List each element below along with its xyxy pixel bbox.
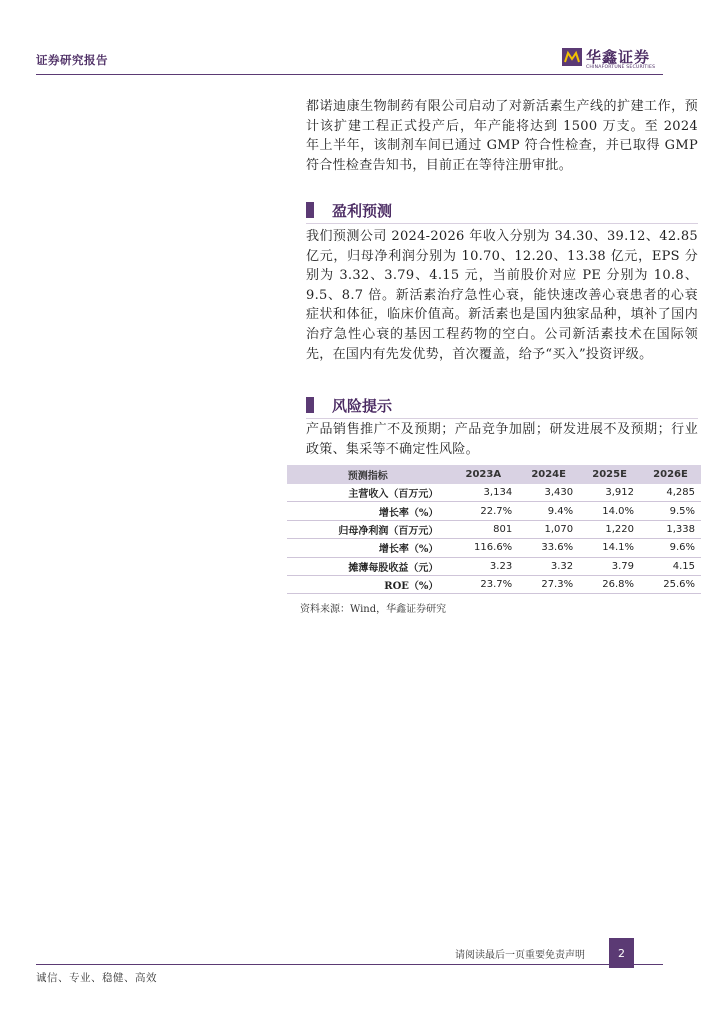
profit-forecast-section	[306, 227, 698, 364]
intro-paragraph: 都诺迪康生物制药有限公司启动了对新活素生产线的扩建工作，预计该扩建工程正式投产后，年产能将达到 1500 万支。至 2024 年上半年，该制剂车间已通过 GMP 符合性检查，并已取得 GMP 符合性检查告知书，目前正在等待注册审批。	[306, 99, 698, 173]
table-cell: 27.3%	[518, 575, 579, 593]
table-cell: 4.15	[640, 557, 701, 575]
table-cell: 9.6%	[640, 539, 701, 557]
table-cell: 1,220	[579, 520, 640, 538]
table-row	[287, 539, 701, 557]
table-cell: 14.1%	[579, 539, 640, 557]
table-row	[287, 502, 701, 520]
row-label: ROE（%）	[287, 575, 448, 593]
table-cell: 26.8%	[579, 575, 640, 593]
section-marker	[306, 397, 314, 413]
brand-name: 华鑫证券	[586, 48, 651, 66]
table-row	[287, 557, 701, 575]
table-cell: 9.5%	[640, 502, 701, 520]
section-title: 风险提示	[332, 397, 393, 415]
table-cell: 1,338	[640, 520, 701, 538]
footer-motto: 诚信、专业、稳健、高效	[36, 972, 157, 984]
page-number: 2	[609, 938, 634, 968]
table-cell: 3.23	[448, 557, 518, 575]
intro-section	[306, 97, 698, 175]
disclaimer-link: 请阅读最后一页重要免责声明	[455, 950, 585, 961]
column-header: 2026E	[640, 465, 701, 484]
table-cell: 116.6%	[448, 539, 518, 557]
table-cell: 25.6%	[640, 575, 701, 593]
brand-mark-icon	[562, 48, 582, 66]
table-row	[287, 484, 701, 502]
section-divider	[306, 223, 698, 224]
table-cell: 3,134	[448, 484, 518, 502]
footer-divider	[36, 964, 663, 965]
table-cell: 801	[448, 520, 518, 538]
column-header: 2024E	[518, 465, 579, 484]
header-divider	[36, 74, 663, 75]
table-cell: 33.6%	[518, 539, 579, 557]
risk-body: 产品销售推广不及预期；产品竞争加剧；研发进展不及预期；行业政策、集采等不确定性风险。	[306, 422, 698, 457]
row-label: 摊薄每股收益（元）	[287, 557, 448, 575]
table-cell: 4,285	[640, 484, 701, 502]
table-cell: 1,070	[518, 520, 579, 538]
table-cell: 9.4%	[518, 502, 579, 520]
table-header-row	[287, 465, 701, 484]
row-label: 主营收入（百万元）	[287, 484, 448, 502]
table-row	[287, 575, 701, 593]
row-label: 增长率（%）	[287, 539, 448, 557]
forecast-table	[287, 465, 701, 594]
table-cell: 14.0%	[579, 502, 640, 520]
column-header: 预测指标	[287, 465, 448, 484]
table-row	[287, 520, 701, 538]
column-header: 2025E	[579, 465, 640, 484]
section-marker	[306, 202, 314, 218]
table-cell: 3.79	[579, 557, 640, 575]
table-cell: 3.32	[518, 557, 579, 575]
risk-section	[306, 420, 698, 459]
row-label: 增长率（%）	[287, 502, 448, 520]
report-type-label: 证券研究报告	[36, 53, 108, 67]
table-cell: 22.7%	[448, 502, 518, 520]
table-cell: 23.7%	[448, 575, 518, 593]
source-note: 资料来源：Wind，华鑫证券研究	[300, 604, 447, 615]
column-header: 2023A	[448, 465, 518, 484]
row-label: 归母净利润（百万元）	[287, 520, 448, 538]
table-cell: 3,430	[518, 484, 579, 502]
profit-forecast-body: 我们预测公司 2024-2026 年收入分别为 34.30、39.12、42.85 亿元，归母净利润分别为 10.70、12.20、13.38 亿元，EPS 分别为 3.32、3.79、4.15 元，当前股价对应 PE 分别为 10.8、9.5、8.7 倍。新活素治疗急性心衰，能快速改善心衰患者的心衰症状和体征，临床价值高。新活素也是国内独家品种，填补了国内治疗急性心衰的基因工程药物的空白。公司新活素技术在国际领先，在国内有先发优势，首次覆盖，给予“买入”投资评级。	[306, 229, 698, 362]
section-divider	[306, 418, 698, 419]
section-title: 盈利预测	[332, 202, 393, 220]
brand-name-en: CHINAFORTUNE SECURITIES	[586, 65, 656, 70]
table-cell: 3,912	[579, 484, 640, 502]
